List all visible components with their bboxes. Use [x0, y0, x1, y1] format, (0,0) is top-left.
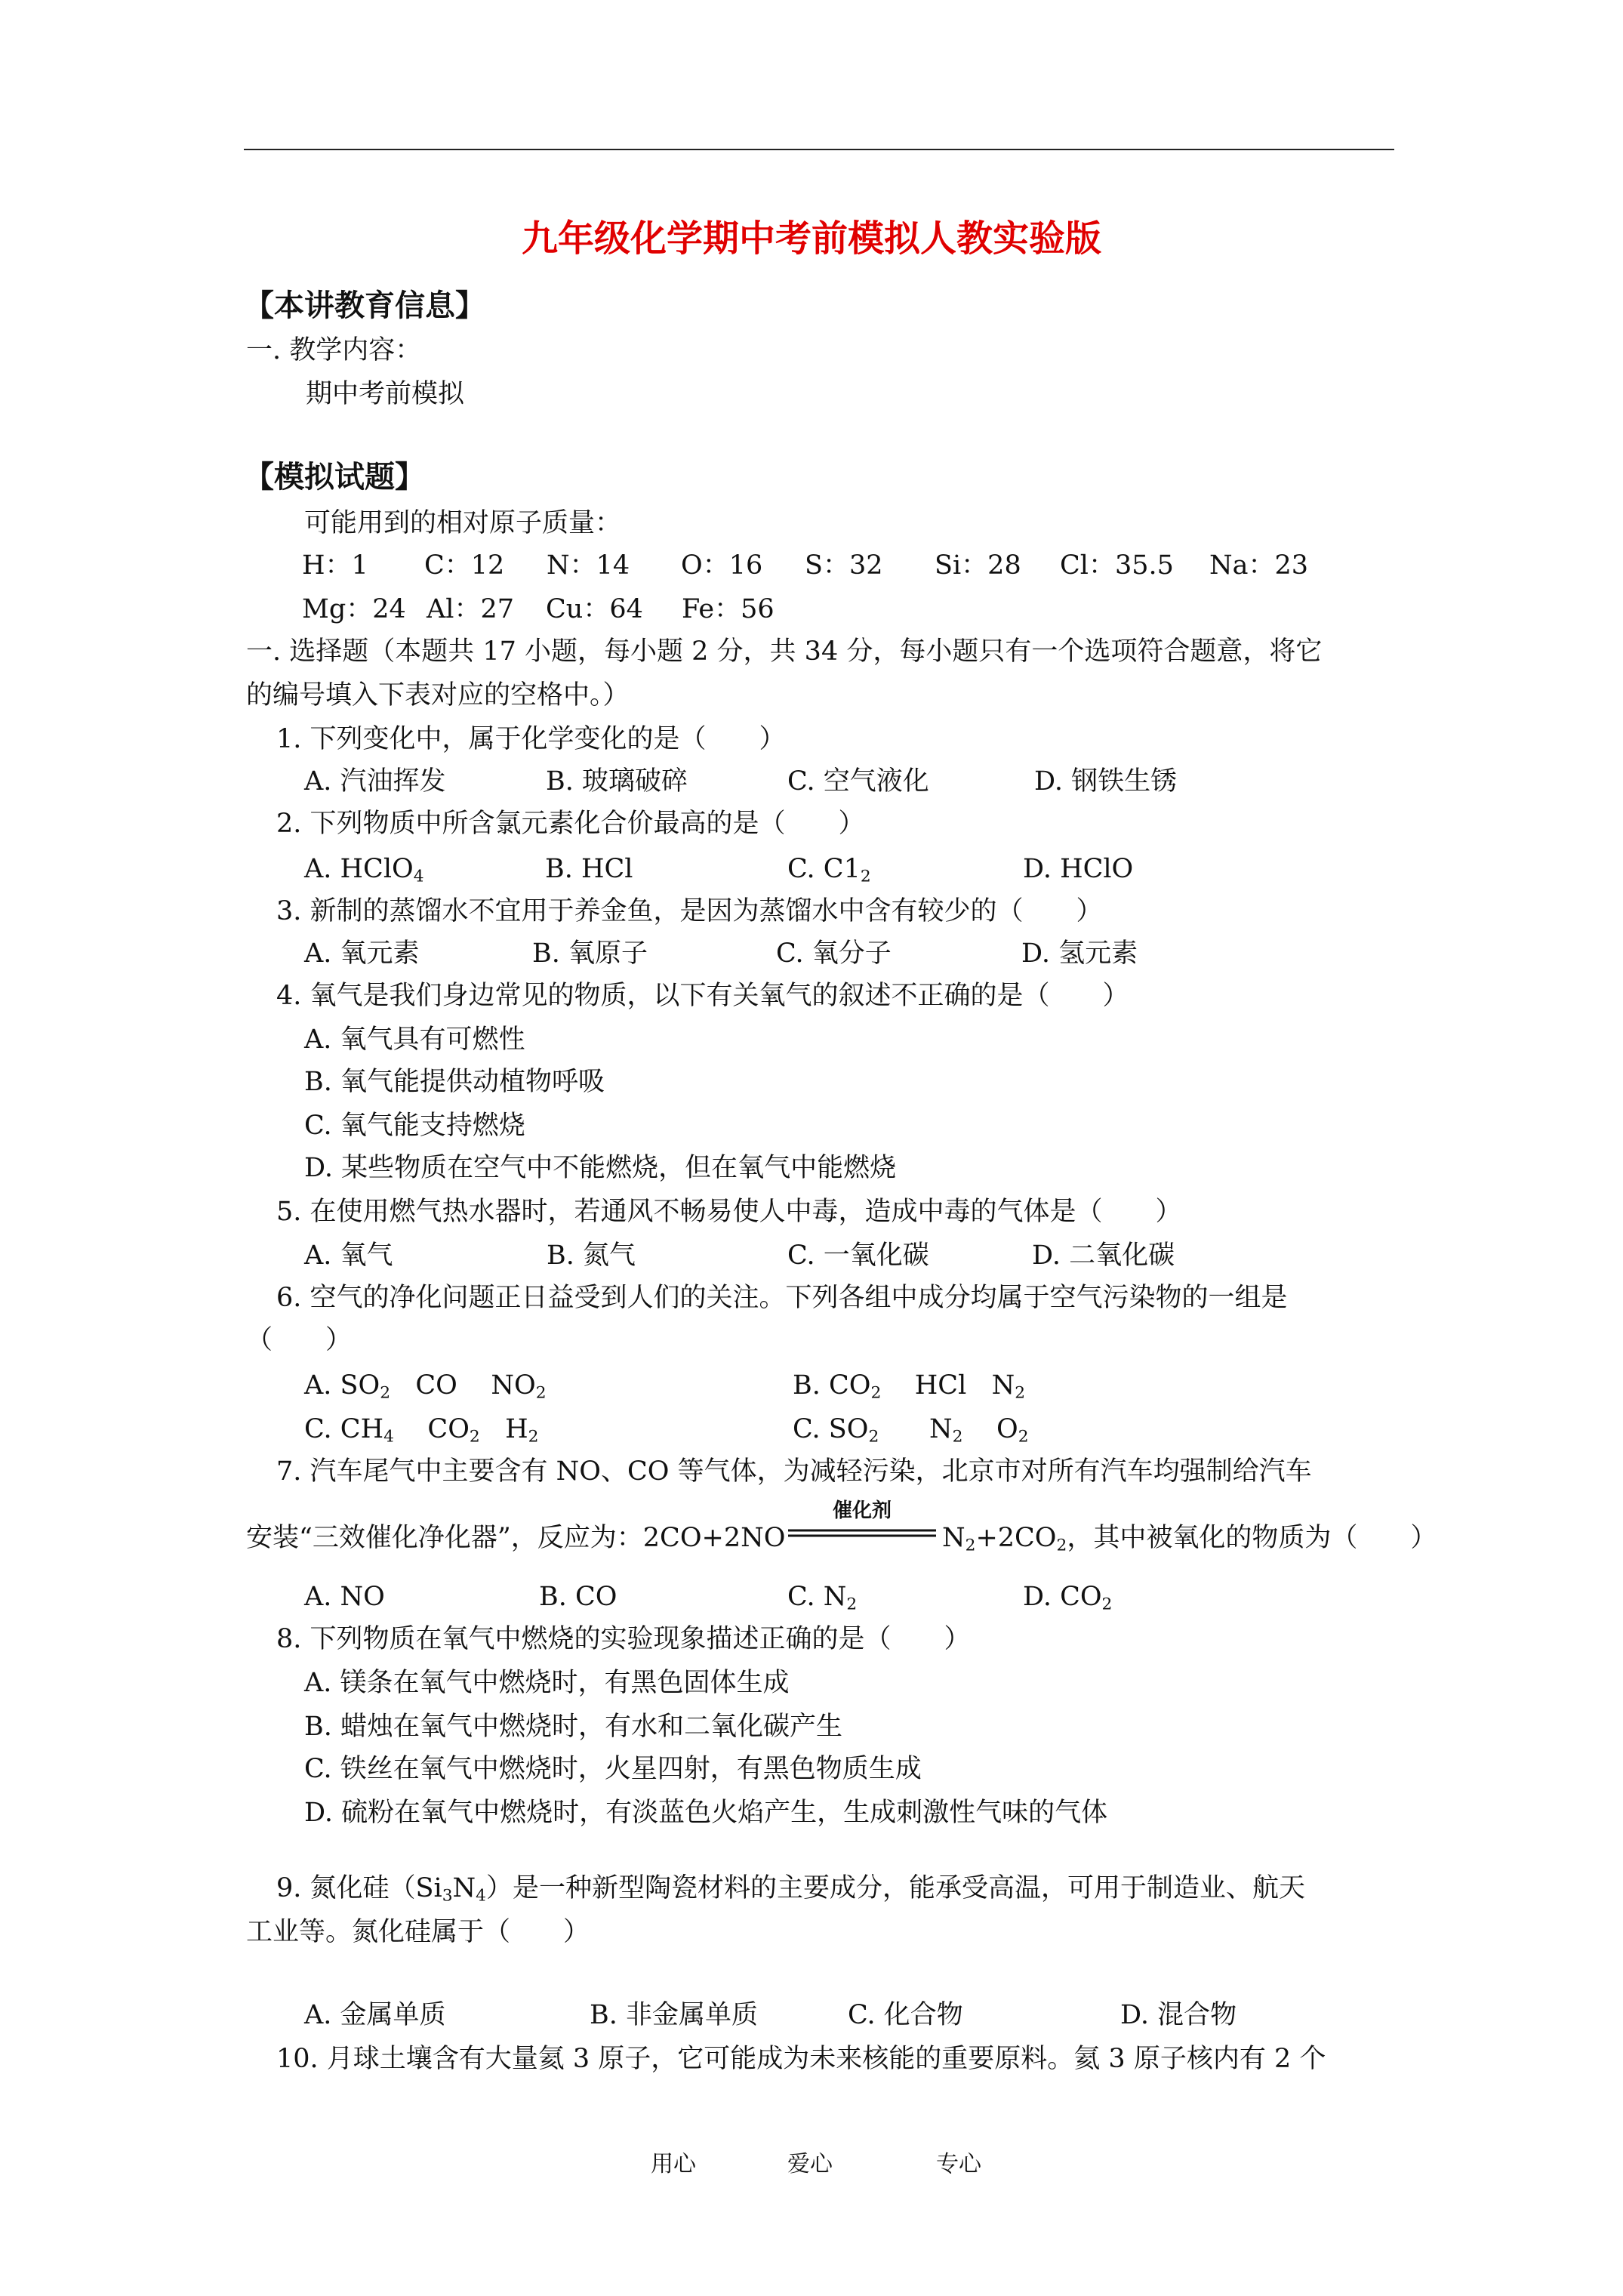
choice-section-intro: 一. 选择题（本题共 17 小题，每小题 2 分，共 34 分，每小题只有一个选项符合题意，将它 [246, 636, 1323, 667]
atomic-mass-entry: N：14 [547, 550, 630, 581]
q6-option-c: C. $CH_4$ $CO_2$ $H_2$ [304, 1414, 539, 1447]
footer-text: 爱心 [787, 2151, 833, 2177]
question-9-stem-cont: 工业等。氮化硅属于（ ） [246, 1917, 590, 1947]
footer-text: 专心 [936, 2151, 981, 2177]
q6-option-b: B. $CO_2$ HCl $N_2$ [793, 1370, 1026, 1403]
choice-section-intro-cont: 的编号填入下表对应的空格中。） [246, 680, 630, 710]
q6-option-d: C. $SO_2$ $N_2$ $O_2$ [793, 1414, 1029, 1447]
q3-option-a: A. 氧元素 [304, 938, 420, 969]
atomic-mass-entry: Cu：64 [546, 594, 643, 624]
question-3-stem: 3. 新制的蒸馏水不宜用于养金鱼，是因为蒸馏水中含有较少的（ ） [276, 896, 1103, 926]
atomic-mass-entry: H：1 [302, 550, 368, 581]
catalyst-arrow [787, 1499, 938, 1544]
question-6-stem-cont: （ ） [246, 1325, 353, 1355]
atomic-mass-intro: 可能用到的相对原子质量： [304, 508, 622, 538]
q1-option-a: A. 汽油挥发 [304, 766, 446, 797]
q5-option-b: B. 氮气 [547, 1240, 636, 1271]
q7-option-d: D. $CO_2$ [1023, 1582, 1113, 1614]
question-9-stem: 9. 氮化硅$(Si_3N_4)$是一种新型陶瓷材料的主要成分，能承受高温，可用于制造业、航天 [276, 1873, 1305, 1906]
q3-option-b: B. 氧原子 [532, 938, 648, 969]
footer-text: 用心 [651, 2151, 696, 2177]
q2-option-d: D. HClO [1023, 854, 1134, 884]
question-4-stem: 4. 氧气是我们身边常见的物质，以下有关氧气的叙述不正确的是（ ） [276, 981, 1129, 1011]
q8-option-b: B. 蜡烛在氧气中燃烧时，有水和二氧化碳产生 [304, 1712, 842, 1742]
q2-option-a: A. HClO$_4$ [304, 854, 424, 886]
question-6-stem: 6. 空气的净化问题正日益受到人们的关注。下列各组中成分均属于空气污染物的一组是 [276, 1283, 1288, 1313]
question-7-stem: 7. 汽车尾气中主要含有 NO、CO 等气体，为减轻污染，北京市对所有汽车均强制给汽车 [276, 1456, 1312, 1487]
q9-option-b: B. 非金属单质 [590, 2000, 758, 2030]
section-heading-test: 【模拟试题】 [244, 459, 425, 495]
atomic-mass-entry: Cl：35.5 [1060, 550, 1174, 581]
question-7-equation-right: $N_2+2CO_2$，其中被氧化的物质为（ ） [942, 1523, 1437, 1555]
q7-option-b: B. CO [539, 1582, 617, 1612]
q5-option-d: D. 二氧化碳 [1032, 1240, 1175, 1271]
question-10-stem: 10. 月球土壤含有大量氦 3 原子，它可能成为未来核能的重要原料。氦 3 原子核内有 2 个 [276, 2044, 1326, 2074]
q9-option-c: C. 化合物 [848, 2000, 963, 2030]
atomic-mass-entry: Na：23 [1209, 550, 1309, 581]
q9-option-d: D. 混合物 [1120, 2000, 1237, 2030]
q1-option-d: D. 钢铁生锈 [1034, 766, 1178, 797]
catalyst-label: 催化剂 [832, 1499, 892, 1522]
section-heading-info: 【本讲教育信息】 [244, 288, 485, 323]
q9-option-a: A. 金属单质 [304, 2000, 446, 2030]
q7-option-a: A. NO [304, 1582, 385, 1612]
q4-option-a: A. 氧气具有可燃性 [304, 1025, 525, 1055]
q8-option-a: A. 镁条在氧气中燃烧时，有黑色固体生成 [304, 1668, 790, 1698]
atomic-mass-entry: Fe：56 [682, 594, 775, 624]
q1-option-c: C. 空气液化 [787, 766, 929, 797]
atomic-mass-entry: Al：27 [427, 594, 515, 624]
q6-option-a: A. $SO_2$ CO $NO_2$ [304, 1370, 547, 1403]
q5-option-a: A. 氧气 [304, 1240, 393, 1271]
teaching-content-label: 一. 教学内容： [246, 335, 422, 365]
q8-option-d: D. 硫粉在氧气中燃烧时，有淡蓝色火焰产生，生成刺激性气味的气体 [304, 1798, 1108, 1828]
question-8-stem: 8. 下列物质在氧气中燃烧的实验现象描述正确的是（ ） [276, 1624, 971, 1654]
q4-option-d: D. 某些物质在空气中不能燃烧，但在氧气中能燃烧 [304, 1153, 897, 1183]
q4-option-c: C. 氧气能支持燃烧 [304, 1111, 525, 1141]
page-title: 九年级化学期中考前模拟人教实验版 [521, 217, 1101, 260]
q2-option-b: B. HCl [545, 854, 633, 884]
question-5-stem: 5. 在使用燃气热水器时，若通风不畅易使人中毒，造成中毒的气体是（ ） [276, 1197, 1182, 1227]
atomic-mass-entry: Mg：24 [302, 594, 406, 624]
question-1-stem: 1. 下列变化中，属于化学变化的是（ ） [276, 724, 786, 754]
q3-option-d: D. 氢元素 [1021, 938, 1138, 969]
q7-option-c: C. $N_2$ [787, 1582, 858, 1614]
question-7-equation-left: 安装“三效催化净化器”，反应为：2CO+2NO [246, 1523, 786, 1553]
q8-option-c: C. 铁丝在氧气中燃烧时，火星四射，有黑色物质生成 [304, 1754, 922, 1784]
atomic-mass-entry: C：12 [424, 550, 505, 581]
q4-option-b: B. 氧气能提供动植物呼吸 [304, 1067, 605, 1097]
q5-option-c: C. 一氧化碳 [787, 1240, 929, 1271]
q1-option-b: B. 玻璃破碎 [546, 766, 688, 797]
teaching-content-text: 期中考前模拟 [306, 379, 465, 409]
question-2-stem: 2. 下列物质中所含氯元素化合价最高的是（ ） [276, 809, 865, 839]
atomic-mass-entry: S：32 [805, 550, 883, 581]
atomic-mass-entry: Si：28 [935, 550, 1021, 581]
header-rule [244, 149, 1394, 150]
q2-option-c: C. $C1_2$ [787, 854, 871, 886]
atomic-mass-entry: O：16 [681, 550, 763, 581]
q3-option-c: C. 氧分子 [776, 938, 892, 969]
